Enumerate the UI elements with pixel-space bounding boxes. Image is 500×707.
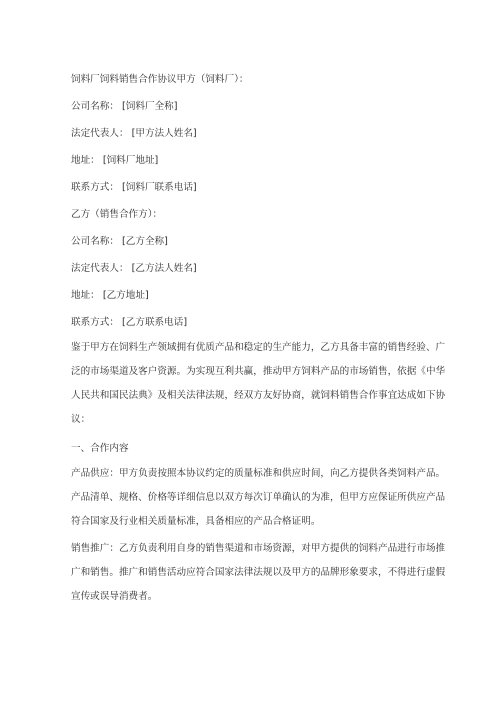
party-a-contact: 联系方式： [饲料厂联系电话] bbox=[71, 182, 197, 193]
paragraph-line: 产品供应：甲方负责按照本协议约定的质量标准和供应时间，向乙方提供各类饲料产品。 bbox=[71, 468, 446, 479]
party-b-legal-representative: 法定代表人： [乙方法人姓名] bbox=[71, 263, 197, 274]
agreement-title-party-a: 饲料厂饲料销售合作协议甲方（饲料厂）： bbox=[71, 74, 249, 85]
section-heading-cooperation: 一、合作内容 bbox=[71, 443, 129, 454]
party-b-contact: 联系方式： [乙方联系电话] bbox=[71, 317, 188, 328]
paragraph-line: 产品清单、规格、价格等详细信息以双方每次订单确认的为准，但甲方应保证所供应产品 bbox=[71, 492, 446, 503]
party-a-company-name: 公司名称： [饲料厂全称] bbox=[71, 101, 178, 112]
party-b-address: 地址： [乙方地址] bbox=[71, 290, 149, 301]
party-b-heading: 乙方（销售合作方）： bbox=[71, 209, 163, 220]
paragraph-line: 符合国家及行业相关质量标准，具备相应的产品合格证明。 bbox=[71, 516, 321, 527]
paragraph-line: 议： bbox=[71, 414, 91, 425]
party-a-legal-representative: 法定代表人： [甲方法人姓名] bbox=[71, 128, 197, 139]
document-body bbox=[71, 66, 446, 609]
paragraph-line: 销售推广：乙方负责利用自身的销售渠道和市场资源，对甲方提供的饲料产品进行市场推 bbox=[71, 543, 446, 554]
sales-promotion-paragraph bbox=[71, 537, 446, 609]
paragraph-line: 广和销售。推广和销售活动应符合国家法律法规以及甲方的品牌形象要求，不得进行虚假 bbox=[71, 567, 446, 578]
party-b-company-name: 公司名称： [乙方全称] bbox=[71, 236, 168, 247]
paragraph-line: 人民共和国民法典》及相关法律法规，经双方友好协商，就饲料销售合作事宜达成如下协 bbox=[71, 390, 446, 401]
paragraph-line: 鉴于甲方在饲料生产领域拥有优质产品和稳定的生产能力，乙方具备丰富的销售经验、广 bbox=[71, 342, 446, 353]
product-supply-paragraph bbox=[71, 462, 446, 534]
paragraph-line: 宣传或误导消费者。 bbox=[71, 591, 158, 602]
intro-paragraph bbox=[71, 336, 446, 432]
party-a-address: 地址： [饲料厂地址] bbox=[71, 155, 159, 166]
paragraph-line: 泛的市场渠道及客户资源。为实现互利共赢，推动甲方饲料产品的市场销售，依据《中华 bbox=[71, 366, 446, 377]
